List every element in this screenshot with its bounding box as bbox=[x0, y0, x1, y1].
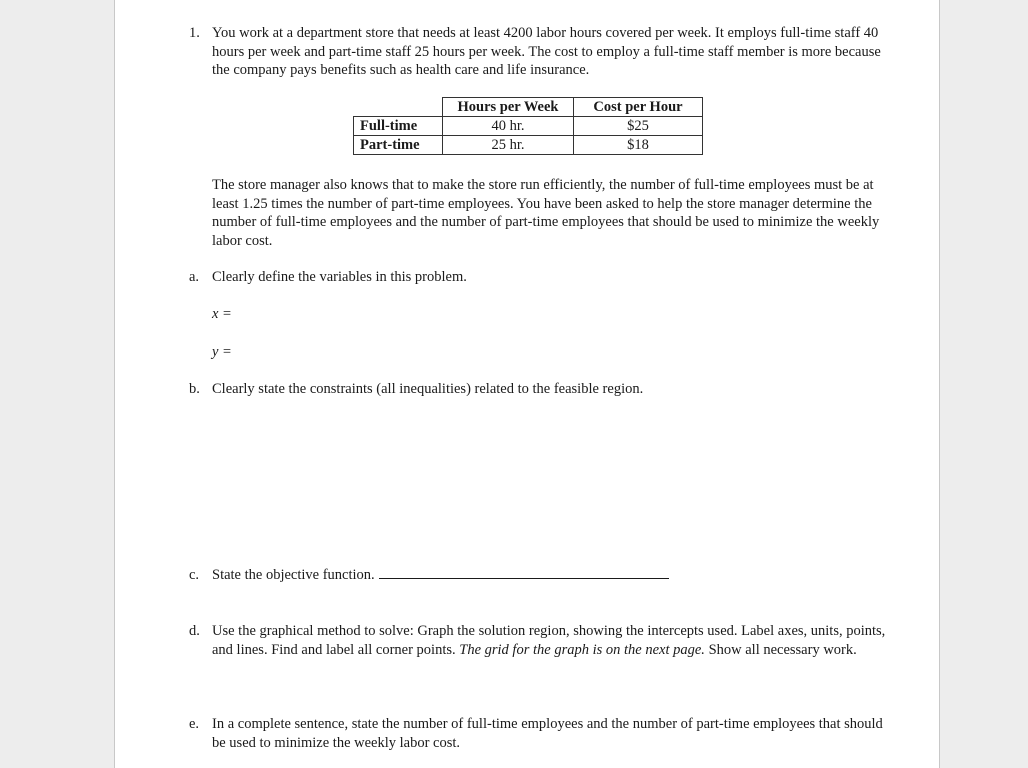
table-cell-cost: $18 bbox=[574, 136, 703, 155]
table-row-label: Full-time bbox=[354, 117, 443, 136]
answer-blank-line[interactable] bbox=[379, 566, 669, 579]
table-header-empty bbox=[354, 98, 443, 117]
table-header-cost: Cost per Hour bbox=[574, 98, 703, 117]
table-header-hours: Hours per Week bbox=[443, 98, 574, 117]
problem-intro bbox=[212, 24, 892, 80]
table-row-label: Part-time bbox=[354, 136, 443, 155]
document-page bbox=[114, 0, 940, 768]
part-d-text-plain: Use the graphical method to solve: Graph the solution region, showing the intercepts used. Label axes, units, points, and lines. Find and label all corner points. bbox=[212, 623, 886, 658]
part-d-marker: d. bbox=[189, 623, 200, 639]
part-b-text: Clearly state the constraints (all inequalities) related to the feasible region. bbox=[212, 381, 644, 397]
part-c-marker: c. bbox=[189, 567, 200, 583]
part-e-marker: e. bbox=[189, 716, 200, 732]
x-variable-label: x = bbox=[212, 306, 232, 322]
part-d-text-italic: The grid for the graph is on the next page. bbox=[459, 641, 705, 658]
part-c-text: State the objective function. bbox=[212, 567, 375, 583]
table-row bbox=[354, 117, 703, 136]
table-cell-hours: 40 hr. bbox=[443, 117, 574, 136]
part-e-text: In a complete sentence, state the number of full-time employees and the number of part-time employees that should be used to minimize the weekly labor cost. bbox=[212, 716, 883, 751]
part-a-text: Clearly define the variables in this problem. bbox=[212, 269, 467, 285]
y-variable-label: y = bbox=[212, 344, 232, 360]
part-c-line bbox=[212, 566, 892, 585]
table-cell-hours: 25 hr. bbox=[443, 136, 574, 155]
table-row bbox=[354, 136, 703, 155]
part-b-marker: b. bbox=[189, 381, 200, 397]
table-header-row bbox=[354, 98, 703, 117]
problem-intro-text: You work at a department store that needs at least 4200 labor hours covered per week. It employs full-time staff 40 hours per week and part-time staff 25 hours per week. The cost to employ a full-time staff member is more because the company pays benefits such as health care and life insurance. bbox=[212, 25, 881, 79]
part-d-text bbox=[212, 622, 892, 659]
problem-followup bbox=[212, 176, 892, 250]
part-a-marker: a. bbox=[189, 269, 200, 285]
problem-followup-text: The store manager also knows that to make the store run efficiently, the number of full-time employees must be at least 1.25 times the number of part-time employees. You have been asked to help the store manager determine the number of full-time employees and the number of part-time employees that should be used to minimize the weekly labor cost. bbox=[212, 177, 880, 249]
problem-number: 1. bbox=[189, 25, 200, 41]
labor-table bbox=[353, 97, 703, 155]
table-cell-cost: $25 bbox=[574, 117, 703, 136]
part-d-text-end: Show all necessary work. bbox=[708, 641, 857, 658]
